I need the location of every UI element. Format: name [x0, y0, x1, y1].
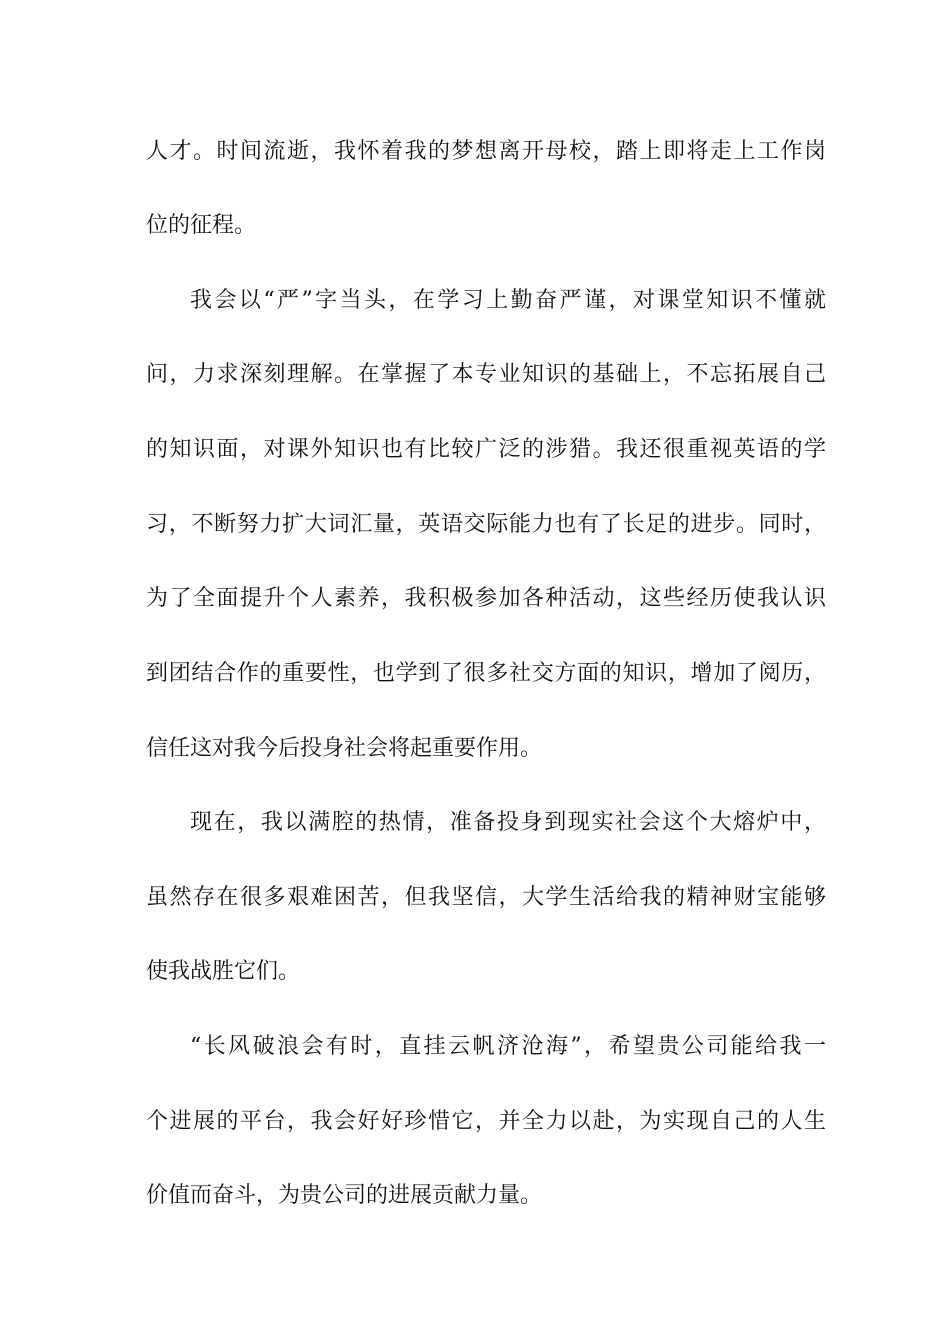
text-line: 到团结合作的重要性，也学到了很多社交方面的知识，增加了阅历， — [146, 661, 826, 686]
text-line: “长风破浪会有时，直挂云帆济沧海”，希望贵公司能给我一 — [190, 1034, 826, 1059]
text-line: 现在，我以满腔的热情，准备投身到现实社会这个大熔炉中， — [190, 810, 826, 835]
text-line: 为了全面提升个人素养，我积极参加各种活动，这些经历使我认识 — [146, 586, 826, 611]
text-line: 人才。时间流逝，我怀着我的梦想离开母校，踏上即将走上工作岗 — [146, 139, 826, 164]
text-line: 问，力求深刻理解。在掌握了本专业知识的基础上，不忘拓展自己 — [146, 362, 826, 387]
text-line: 信任这对我今后投身社会将起重要作用。 — [146, 736, 543, 761]
text-line: 位的征程。 — [146, 213, 257, 238]
text-line: 个进展的平台，我会好好珍惜它，并全力以赴，为实现自己的人生 — [146, 1109, 826, 1134]
text-line: 使我战胜它们。 — [146, 959, 301, 984]
text-line: 习，不断努力扩大词汇量，英语交际能力也有了长足的进步。同时， — [146, 512, 826, 537]
text-line: 的知识面，对课外知识也有比较广泛的涉猎。我还很重视英语的学 — [146, 437, 826, 462]
text-line: 价值而奋斗，为贵公司的进展贡献力量。 — [146, 1183, 543, 1208]
text-line: 我会以“严”字当头，在学习上勤奋严谨，对课堂知识不懂就 — [190, 288, 826, 313]
text-line: 虽然存在很多艰难困苦，但我坚信，大学生活给我的精神财宝能够 — [146, 885, 826, 910]
